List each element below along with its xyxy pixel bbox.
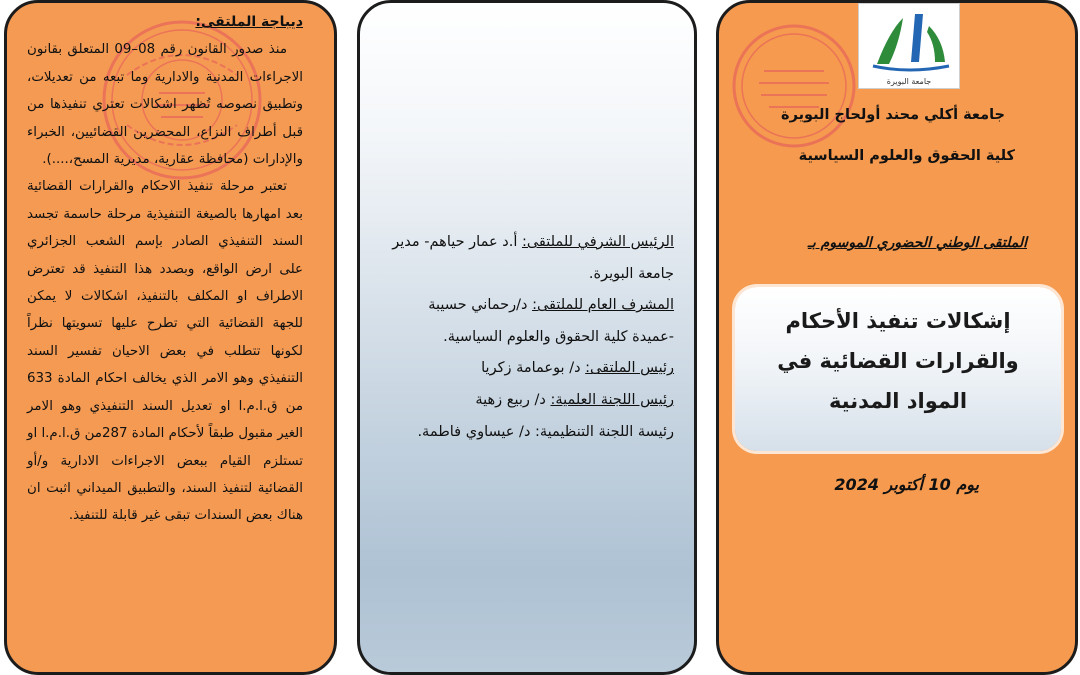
conference-title: إشكالات تنفيذ الأحكام والقرارات القضائية في المواد المدنية [777, 309, 1019, 413]
general-supervisor-label: المشرف العام للملتقى: [532, 297, 674, 314]
conference-title-box [735, 287, 1061, 451]
organizing-committee-entry [417, 424, 674, 440]
organizing-committee-label: رئيسة اللجنة التنظيمية: [535, 423, 674, 440]
committee-list [386, 227, 674, 448]
scientific-committee-value: د/ ربيع زهية [475, 391, 546, 408]
university-logo [858, 3, 960, 89]
conference-date: يوم 10 أكتوبر 2024 [834, 475, 979, 494]
preamble-text [27, 9, 303, 530]
university-stamp-right [729, 21, 859, 151]
preamble-heading: ديباجة الملتقى: [195, 14, 303, 30]
forum-chair-label: رئيس الملتقى: [585, 360, 674, 377]
organizing-committee-value: د/ عيساوي فاطمة. [417, 423, 531, 440]
logo-caption: جامعة البويرة [886, 77, 932, 86]
honorary-president-label: الرئيس الشرفي للملتقى: [521, 234, 674, 250]
forum-chair-value: د/ بوعمامة زكريا [481, 360, 581, 377]
honorary-president-entry [392, 234, 674, 282]
scientific-committee-entry [475, 392, 674, 408]
university-logo-icon [859, 4, 959, 76]
scientific-committee-label: رئيس اللجنة العلمية: [550, 391, 674, 408]
honorary-president-value: أ.د عمار حياهم- مدير جامعة البويرة. [392, 234, 674, 282]
committee-panel [357, 0, 697, 675]
preamble-paragraph-1: منذ صدور القانون رقم 08–09 المتعلق بقانون الاجراءات المدنية والادارية وما تبعه من تعديلات، وتطبيق نصوصه تُظهر اشكالات تعتري تنفيذها من قبل أطراف النزاع، المحضرين القضائيين، الخبراء والإدارات (محافظة عقارية، مديرية المسح،....). [27, 42, 303, 168]
university-name: جامعة أكلي محند أولحاج البويرة [781, 107, 1005, 123]
faculty-name: كلية الحقوق والعلوم السياسية [798, 148, 1015, 164]
cover-panel [716, 0, 1078, 675]
general-supervisor-entry [428, 297, 674, 345]
general-supervisor-value: د/رحماني حسيبة -عميدة كلية الحقوق والعلوم السياسية. [428, 297, 674, 345]
forum-chair-entry [481, 360, 674, 376]
preamble-paragraph-2: تعتبر مرحلة تنفيذ الاحكام والقرارات القضائية بعد امهارها بالصيغة التنفيذية مرحلة حاسمة تجسد السند التنفيذي الصادر بإسم الشعب الجزائري على ارض الواقع، وبصدد هذا التنفيذ قد تعترض الاطراف او المكلف بالتنفيذ، اشكالات لا يمكن للجهة القضائية التي تطرح عليها تسويتها نظراً لكونها تتطلب في بعض الاحيان تفسير السند التنفيذي وهو الامر الذي يخالف احكام المادة 633 من ق.ا.م.ا او تعديل السند التنفيذي وهو الامر الغير مقبول طبقاً لأحكام المادة 287من ق.ا.م.ا او تستلزم القيام ببعض الاجراءات الادارية و/أو القضائية لتنفيذ السند، والتطبيق الميداني اثبت ان هناك بعض السندات تبقى غير قابلة للتنفيذ. [27, 179, 303, 524]
preamble-panel [4, 0, 337, 675]
forum-label: الملتقى الوطني الحضوري الموسوم بـ [807, 235, 1027, 251]
